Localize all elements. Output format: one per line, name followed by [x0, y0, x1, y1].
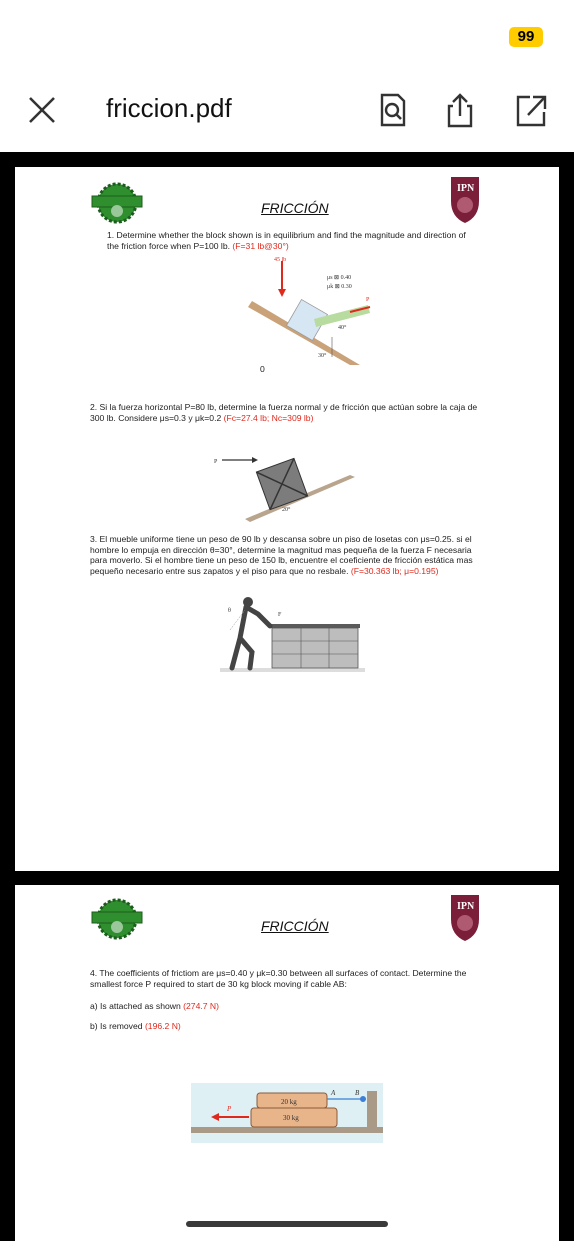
figure-2-force-label: P	[214, 459, 218, 465]
figure-1-angle-40: 40°	[338, 325, 347, 331]
figure-1-mu-k: μk ⊠ 0.30	[327, 284, 352, 290]
figure-stacked-blocks	[191, 1083, 383, 1143]
search-document-icon	[376, 92, 410, 128]
battery-indicator: 99	[509, 27, 543, 47]
esime-logo-icon	[90, 181, 144, 225]
problem-4-text: 4. The coefficients of frictiom are μs=0.40 y μk=0.30 between all surfaces of contact. Determine the smallest force P required to start de 30 kg block moving if cable AB:	[90, 968, 467, 989]
ipn-logo-icon	[447, 891, 483, 943]
figure-1-load-label: 45 lb	[274, 257, 287, 263]
figure-man-pushing-cabinet	[210, 590, 370, 675]
pdf-page-1[interactable]	[15, 167, 559, 871]
page-title: FRICCIÓN	[261, 200, 329, 216]
problem-1-text: 1. Determine whether the block shown is in equilibrium and find the magnitude and direction of the friction force when P=100 lb. (F=31 lb@30°)	[107, 230, 466, 251]
figure-4-point-a: A	[331, 1089, 336, 1097]
pdf-page-2[interactable]	[15, 885, 559, 1241]
top-bar	[0, 0, 574, 152]
answer-3: (F=30.363 lb; μ=0.195)	[350, 565, 439, 576]
ipn-logo-icon	[447, 173, 483, 225]
figure-4-force-label: P	[227, 1105, 232, 1113]
close-icon	[24, 92, 60, 128]
open-external-button[interactable]	[514, 92, 548, 128]
problem-4-part-b: b) Is removed (196.2 N)	[90, 1021, 181, 1031]
svg-text:IPN: IPN	[457, 901, 475, 912]
share-button[interactable]	[443, 92, 477, 128]
margin-mark: 0	[260, 364, 265, 374]
figure-1-mu-s: μs ⊠ 0.40	[327, 275, 352, 281]
close-button[interactable]	[24, 92, 60, 128]
problem-4-part-a: a) Is attached as shown (274.7 N)	[90, 1001, 219, 1011]
figure-4-point-b: B	[355, 1089, 360, 1097]
figure-3-force-label: F	[278, 612, 282, 618]
esime-logo-icon	[90, 897, 144, 941]
figure-1-force-label: P	[366, 297, 370, 303]
page-title: FRICCIÓN	[261, 918, 329, 934]
figure-3-theta-label: θ	[228, 608, 231, 614]
problem-3-text: 3. El mueble uniforme tiene un peso de 90 lb y descansa sobre un piso de losetas con μs=0.25. si el hombre lo empuja en dirección θ=30°, determine la magnitud mas pequeña de la fuerza F necesaria para moverlo. Si el hombre tiene un peso de 150 lb, encuentre el coeficiente de fricción estática mas pequeño necesario entre sus zapatos y el piso para que no resbale. (F=30.363 lb; μ=0.195)	[90, 534, 473, 576]
answer-4b: (196.2 N)	[144, 1021, 181, 1031]
share-icon	[443, 92, 477, 128]
figure-inclined-block	[240, 257, 390, 367]
figure-4-top-block-label: 20 kg	[281, 1098, 297, 1106]
answer-1: (F=31 lb@30°)	[232, 240, 289, 251]
open-external-icon	[514, 92, 548, 128]
figure-1-angle-30: 30°	[318, 353, 327, 359]
problem-2-text: 2. Si la fuerza horizontal P=80 lb, determine la fuerza normal y de fricción que actúan sobre la caja de 300 lb. Considere μs=0.3 y μk=0.2 (Fc=27.4 lb; Nc=309 lb)	[90, 402, 478, 423]
svg-text:IPN: IPN	[457, 183, 475, 194]
search-document-button[interactable]	[376, 92, 410, 128]
document-title: friccion.pdf	[106, 93, 232, 123]
home-indicator[interactable]	[186, 1221, 388, 1227]
answer-4a: (274.7 N)	[183, 1001, 219, 1011]
figure-2-angle-label: 20°	[282, 507, 291, 513]
figure-4-bottom-block-label: 30 kg	[283, 1114, 299, 1122]
answer-2: (Fc=27.4 lb; Nc=309 lb)	[223, 412, 314, 423]
figure-crate-incline	[210, 447, 370, 522]
